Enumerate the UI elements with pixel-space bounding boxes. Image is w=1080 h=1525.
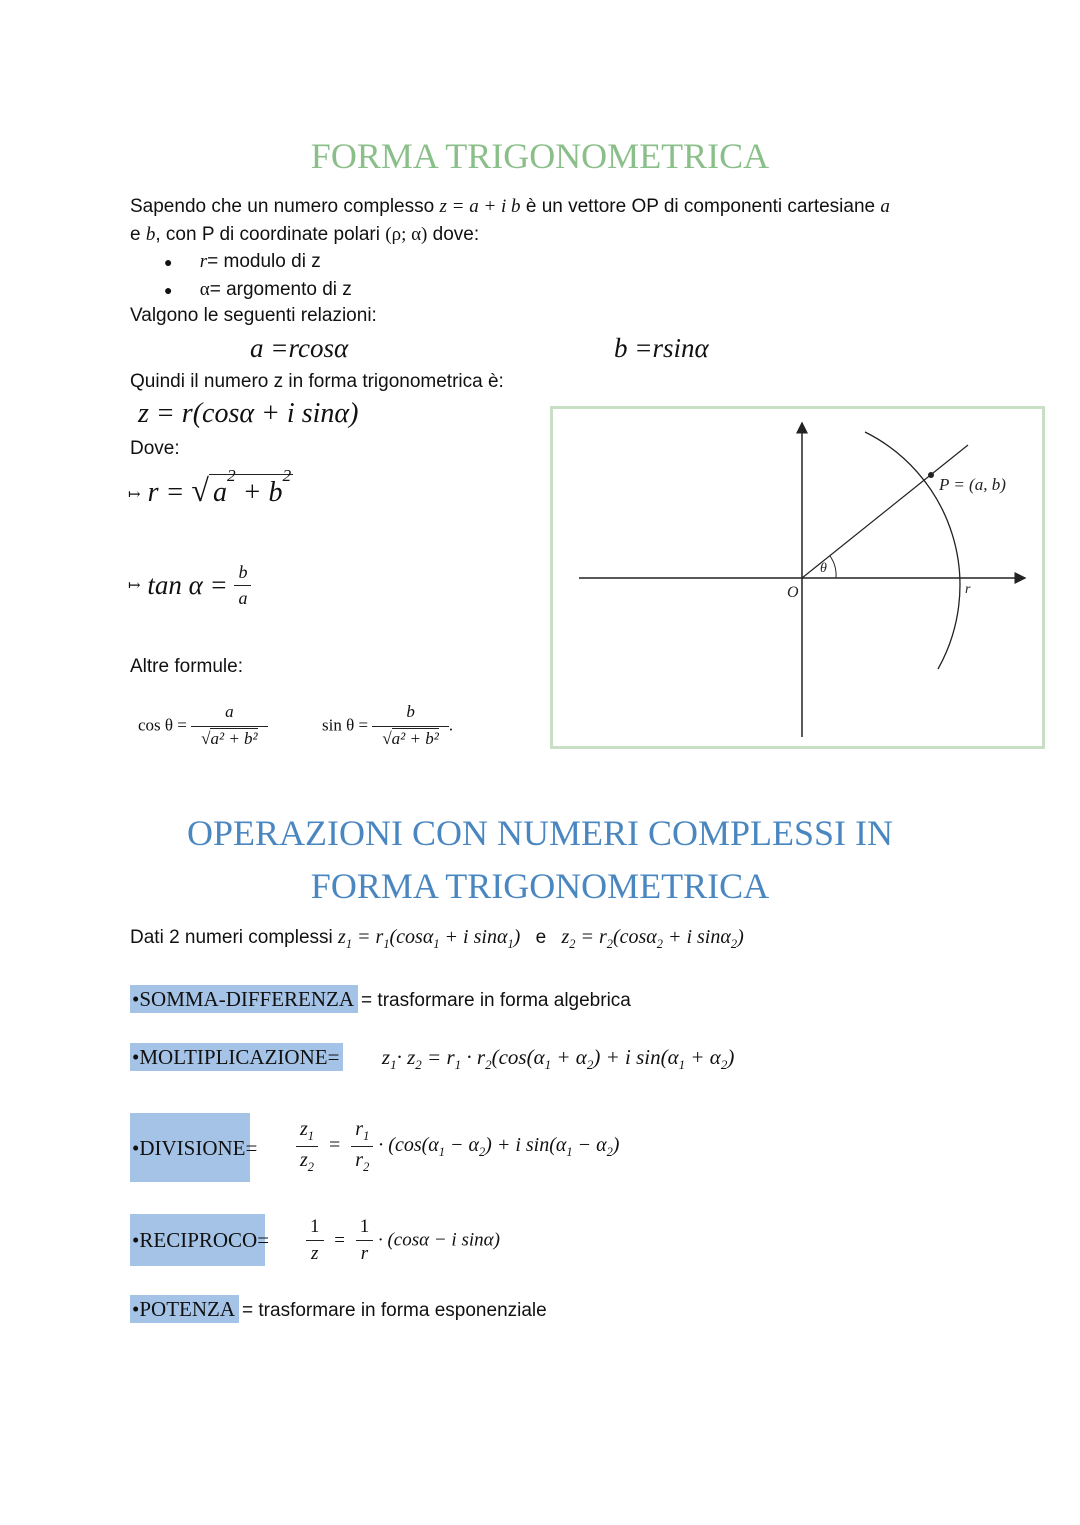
division-formula: $\frac{z_1}{z_2}$ = $\frac{r_1}{r_2}$ · ($\cos(\alpha_1 - \alpha_2) + i$ $\sin(\alpha_1 - \alpha_2)$ — [296, 1118, 619, 1175]
angle-arc — [830, 556, 836, 578]
other-formulas-label: Altre formule: — [130, 656, 243, 677]
multiplication-formula: $z_1\cdot z_2 = r_1 \cdot r_2(\cos(\alpha_1 + \alpha_2) + i$ $\sin(\alpha_1 + \alpha_2)$ — [381, 1045, 735, 1073]
modulus-formula: ↦ r = √ $a^2 + b^2$ — [128, 465, 292, 508]
arrow-icon: ↦ — [128, 578, 141, 594]
section-title-line-2: FORMA TRIGONOMETRICA — [310, 866, 770, 906]
label-r: r — [965, 582, 971, 597]
power-row: •POTENZA = trasformare in forma esponenziale — [132, 1297, 547, 1321]
arrow-icon: ↦ — [128, 487, 141, 504]
tangent-formula: ↦ tan α = $\frac{b}{a}$ — [128, 562, 251, 609]
z2-definition: $z_2 = r_2(\cos\alpha_2 + i$ sinα$_2$) — [561, 926, 744, 951]
reciprocal-formula: $\frac{1}{z}$ = $\frac{1}{r}$ · (cosα − i sinα) — [306, 1216, 500, 1265]
sqrt-icon: √ — [382, 729, 392, 748]
power-label: •POTENZA — [130, 1295, 239, 1323]
relation-b: b =rsinα — [614, 333, 709, 363]
label-p: P = (a, b) — [939, 475, 1006, 494]
reciprocal-label: •RECIPROCO= — [132, 1228, 270, 1252]
point-p — [928, 472, 934, 478]
label-origin: O — [787, 584, 799, 601]
bullet-list-item: ● α= argomento di z — [164, 279, 352, 300]
where-label: Dove: — [130, 438, 180, 459]
intro-line-1: Sapendo che un numero complesso z = a + i b è un vettore OP di componenti cartesiane a — [130, 196, 890, 217]
multiplication-label: •MOLTIPLICAZIONE= — [130, 1043, 343, 1071]
label-theta: θ — [820, 561, 827, 576]
cos-formula: cos θ = $\frac{a}{\text{√a² + b²}}$ — [138, 702, 268, 749]
relation-a: a =rcosα — [250, 333, 349, 363]
trig-form-formula: z = r(cosα + i sinα) — [138, 398, 359, 429]
page-title: FORMA TRIGONOMETRICA — [310, 136, 770, 176]
section-title-line-1: OPERAZIONI CON NUMERI COMPLESSI IN — [186, 813, 894, 853]
z1-definition: $z_1 = r_1(\cos\alpha_1 + i$ sinα$_1$) — [338, 926, 521, 951]
sqrt-icon: √ — [201, 729, 211, 748]
circle-arc — [865, 432, 960, 669]
trig-form-intro: Quindi il numero z in forma trigonometrica è: — [130, 371, 504, 392]
bullet-list-item: ● r= modulo di z — [164, 251, 321, 272]
multiplication-row — [130, 1045, 734, 1073]
sin-formula: sin θ = $\frac{b}{\text{√a² + b²}}$ . — [322, 702, 454, 748]
sum-difference-row: •SOMMA-DIFFERENZA = trasformare in forma algebrica — [132, 987, 631, 1011]
sum-difference-label: •SOMMA-DIFFERENZA — [130, 985, 358, 1013]
polar-diagram-svg — [553, 409, 1042, 746]
polar-diagram — [550, 406, 1045, 749]
intro-line-2: e b, con P di coordinate polari (ρ; α) dove: — [130, 224, 480, 245]
division-label: •DIVISIONE= — [132, 1136, 258, 1160]
relations-intro: Valgono le seguenti relazioni: — [130, 305, 377, 326]
given-numbers: Dati 2 numeri complessi $z_1 = r_1(\cos\alpha_1 + i$ sinα$_1$) e $z_2 = r_2(\cos\alpha_2 + i$ sinα$_2$) — [130, 926, 744, 951]
sqrt-icon: √ — [191, 472, 209, 508]
